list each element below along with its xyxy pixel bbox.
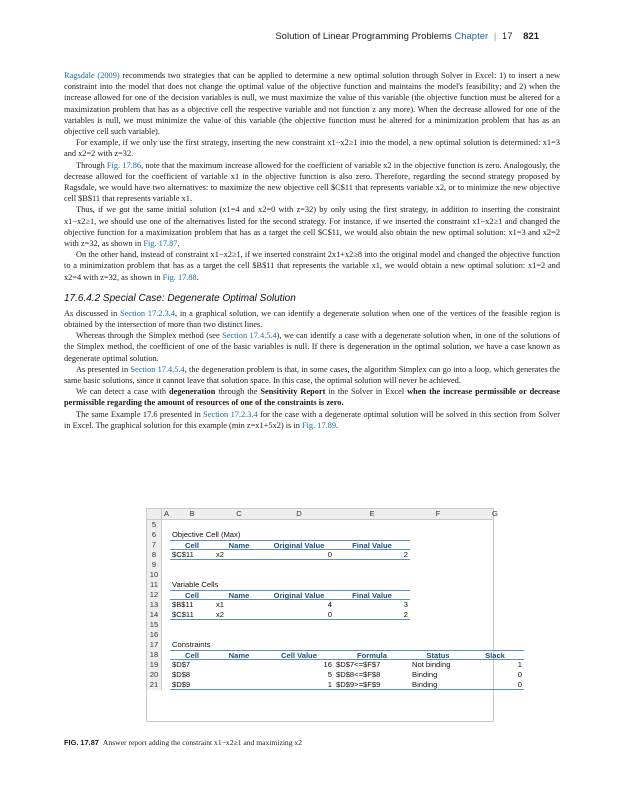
con-slack: 0 [466,680,524,690]
con-cell-ref: $D$8 [172,670,191,679]
figure-caption [64,738,560,747]
row-20 [147,670,522,680]
row-number: 10 [147,570,162,580]
con-name [214,680,264,690]
row-15 [147,620,493,630]
paragraph-4-text-a: Thus, if we got the same initial solution (x1=4 and x2=0 with z=32) by only using the first strategy, in addition to inserting the constraint x1−x2≥1, we should use one of the alternatives listed for the second strategy. For instance, if we inserted the constraint x1−x2≥1 and changed the objective function for a maximization problem that has as a target the cell $C$11, we would also obtain the new optimal solution: x1=3 and x2=2 with z=32, as shown in [64,205,560,249]
paragraph-10-text-b: for the case with a degenerate optimal solution will be solved in this section from Solver in Excel. The graphical solution for this example (min z=x1+5x2) is in [64,409,560,430]
cell [162,610,170,620]
con-status: Binding [412,670,438,679]
paragraph-9-text-c: in the Solver in Excel [325,387,408,397]
fig-17-89-link[interactable]: Fig. 17.89 [301,420,337,430]
obj-header-cell: Cell [170,540,214,550]
column-header-row [147,509,498,520]
ref-ragsdale-link[interactable]: Ragsdale (2009) [64,71,120,80]
col-header-f: F [435,509,441,518]
cell [162,550,170,560]
constraints-label: Constraints [172,640,211,649]
var-final-value: 2 [334,610,410,620]
running-head-chapter: Chapter [454,31,489,42]
row-number: 12 [147,590,162,600]
con-header-name: Name [214,650,264,660]
cell [162,580,170,590]
con-name [214,670,264,680]
row-5 [147,520,493,530]
running-head-title: Solution of Linear Programming Problems [275,31,452,42]
figure-caption-text: Answer report adding the constraint x1−x2≥1 and maximizing x2 [102,738,303,747]
degeneration-term: degeneration [169,387,216,397]
row-14 [147,610,493,620]
obj-header-name: Name [214,540,264,550]
paragraph-1-text: recommends two strategies that can be applied to determine a new optimal solution through Solver in Excel: 1) to insert a new constraint into the model that does not change the optimal value of the objective function and maintains the model's feasibility; and 2) when the increase allowed for one of the decision variables is null, we must maximize the value of this variable (the objective function must be altered for a maximization problem that has as a objective cell the respective variable and not function z any more). When the decrease allowed for one of the variables is null, we must minimize the value of this variable (the objective function must be altered for a minimization problem that has as an objective cell such variable). [64,71,560,137]
row-number: 14 [147,610,162,620]
section-heading: 17.6.4.2 Special Case: Degenerate Optimal Solution [64,292,296,304]
var-header-final: Final Value [334,590,410,600]
row-number: 7 [147,540,162,550]
con-formula: $D$7<=$F$7 [336,660,381,669]
con-header-slack: Slack [466,650,524,660]
row-number: 16 [147,630,162,640]
row-6 [147,530,493,540]
excel-answer-report [146,508,522,722]
col-header-b: B [189,509,195,518]
variable-cells-label: Variable Cells [172,580,219,589]
row-7 [147,540,493,550]
con-cell-value: 1 [264,680,334,690]
var-original-value: 4 [327,600,332,609]
paragraph-8 [64,364,560,386]
con-status: Not binding [412,660,451,669]
section-17-4-5-4-link[interactable]: Section 17.4.5.4 [222,331,277,341]
row-16 [147,630,493,640]
section-17-4-5-4-link-2[interactable]: Section 17.4.5.4 [130,364,185,374]
col-header-d: D [296,509,302,518]
running-head-chapter-number: 17 [501,31,513,42]
cell [162,540,170,550]
paragraph-10-text-c: . [336,420,339,430]
running-head-separator: | [493,31,497,42]
row-number: 19 [147,660,162,670]
col-header-g: G [492,509,498,518]
var-cell-ref: $C$11 [170,610,214,620]
paragraph-3-text-b: , note that the maximum increase allowed for the coefficient of variable x2 in the objective function is zero. Analogously, the decrease allowed for the coefficient of variable x1 in the objective function is also zero. Therefore, regarding the second strategy proposed by Ragsdale, we would have two alternatives: to maximize the new objective cell $C$11 that represents variable x2, or to minimize the new objective cell $B$11 that represents variable x1. [64,160,560,204]
row-13 [147,600,493,610]
paragraph-6-text-b: , in a graphical solution, we can identify a degenerate solution when one of the vertices of the feasible region is obtained by the intersection of more than two distinct lines. [64,308,560,330]
degeneration-condition: when the increase permissible or decrease permissible regarding the amount of resources of one of the constraints is zero. [64,387,560,408]
con-name [214,660,264,670]
var-cell-name: x2 [214,610,264,620]
con-formula: $D$8<=$F$8 [336,670,381,679]
con-cell-ref: $D$9 [170,680,214,690]
con-header-cell-value: Cell Value [264,650,334,660]
row-19 [147,660,522,670]
row-12 [147,590,493,600]
con-header-formula: Formula [334,650,410,660]
row-10 [147,570,493,580]
row-number: 11 [147,580,162,590]
var-cell-name: x1 [216,600,225,609]
con-slack: 0 [517,670,522,679]
body-text [64,70,560,431]
paragraph-5 [64,249,560,283]
section-17-2-3-4-link[interactable]: Section 17.2.3.4 [120,308,175,318]
row-number: 21 [147,680,162,690]
row-11 [147,580,493,590]
row-number: 5 [147,520,162,530]
figure-label: FIG. 17.87 [64,738,99,747]
obj-original-value: 0 [264,550,334,560]
obj-header-original: Original Value [264,540,334,550]
corner-cell [147,509,162,519]
con-cell-value: 5 [327,670,332,679]
cell [162,530,170,540]
var-header-original: Original Value [264,590,334,600]
con-formula: $D$9>=$F$9 [334,680,410,690]
paragraph-6 [64,308,560,330]
row-number: 13 [147,600,162,610]
page-number: 821 [523,31,539,42]
cell [162,670,170,680]
row-number: 20 [147,670,162,680]
con-header-status: Status [410,650,466,660]
paragraph-5-text-a: On the other hand, instead of constraint x1−x2≥1, if we inserted constraint 2x1+x2≥8 into the original model and changed the objective function to a minimization problem that has as a target the cell $B$11 that represents the variable x1, we would obtain a new optimal solution: x1=2 and x2=4 with z=32, as shown in [64,250,560,282]
row-number: 17 [147,640,162,650]
paragraph-5-text-b: . [196,272,199,282]
paragraph-3 [64,160,560,205]
paragraph-3-text-a: Through [76,160,107,170]
row-number: 9 [147,560,162,570]
col-header-e: E [369,509,375,518]
paragraph-9-text-b: through the [215,387,261,397]
row-number: 8 [147,550,162,560]
var-header-name: Name [214,590,264,600]
obj-cell-ref: $C$11 [170,550,214,560]
var-header-cell: Cell [170,590,214,600]
paragraph-1 [64,70,560,137]
paragraph-6-text-a: As discussed in [64,308,121,318]
paragraph-10-text-a: The same Example 17.6 presented in [76,409,204,419]
cell [162,650,170,660]
var-original-value: 0 [264,610,334,620]
con-status: Binding [410,680,466,690]
var-cell-ref: $B$11 [172,600,194,609]
fig-17-87-link[interactable]: Fig. 17.87 [143,239,178,249]
paragraph-7-text-a: Whereas through the Simplex method (see [76,331,223,341]
obj-final-value: 2 [334,550,410,560]
row-17 [147,640,493,650]
paragraph-4-text-b: . [177,239,180,249]
running-head [275,31,539,42]
row-number: 6 [147,530,162,540]
row-number: 15 [147,620,162,630]
cell [162,640,170,650]
paragraph-9-text-a: We can detect a case with [76,387,170,397]
row-number: 18 [147,650,162,660]
row-9 [147,560,493,570]
paragraph-4 [64,204,560,249]
row-8 [147,550,493,560]
paragraph-9 [64,386,560,408]
obj-header-final: Final Value [334,540,410,550]
cell [162,590,170,600]
con-slack: 1 [517,660,522,669]
objective-cell-label: Objective Cell (Max) [172,530,241,539]
var-final-value: 3 [403,600,408,609]
obj-cell-name: x2 [214,550,264,560]
row-21 [147,680,522,690]
sensitivity-report-term: Sensitivity Report [260,387,326,397]
cell [162,660,170,670]
cell [162,600,170,610]
con-header-cell: Cell [170,650,214,660]
paragraph-8-text-a: As presented in [76,364,131,374]
col-header-a: A [164,509,170,518]
paragraph-7-text-b: ), we can identify a case with a degenerate solution when, in one of the solutions of the Simplex method, the coefficient of one of the basic variables is null. If there is degeneration in the optimal solution, we have a case known as degenerate optimal solution. [64,331,560,363]
section-17-2-3-4-link-2[interactable]: Section 17.2.3.4 [203,409,258,419]
cell [162,680,170,690]
paragraph-10 [64,409,560,431]
paragraph-7 [64,330,560,364]
fig-17-86-link[interactable]: Fig. 17.86 [106,160,142,170]
con-cell-ref: $D$7 [172,660,191,669]
con-cell-value: 16 [323,660,332,669]
fig-17-88-link[interactable]: Fig. 17.88 [162,272,197,282]
paragraph-2: For example, if we only use the first strategy, inserting the new constraint x1−x2≥1 into the model, a new optimal solution is determined: x1=3 and x2=2 with z=32. [64,138,560,159]
row-18 [147,650,505,660]
paragraph-8-text-b: , the degeneration problem is that, in some cases, the algorithm Simplex can go into a loop, which generates the same basic solutions, since it cannot leave that solution space. In this case, the optimal solution will never be achieved. [64,364,560,386]
col-header-c: C [236,509,242,518]
